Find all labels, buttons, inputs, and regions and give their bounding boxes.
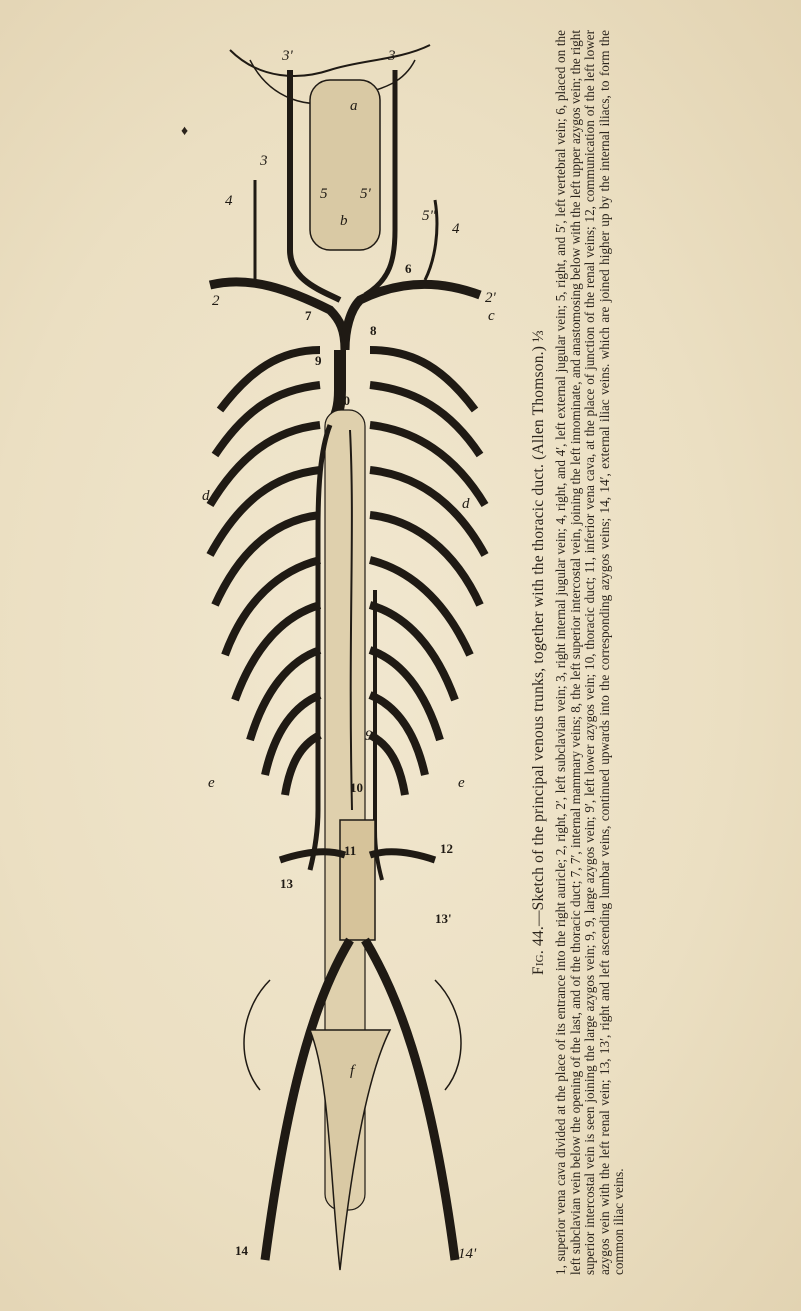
left-lower-azygos-vein <box>375 590 382 880</box>
label-4: 4 <box>225 193 233 209</box>
left-subclavian-innominate <box>345 284 480 350</box>
label-5-double-prime: 5" <box>422 208 436 224</box>
label-12: 12 <box>440 841 453 856</box>
label-a: a <box>350 98 358 114</box>
label-8: 8 <box>370 323 377 338</box>
label-c: c <box>488 308 495 324</box>
label-9: 9 <box>315 353 322 368</box>
label-11: 11 <box>344 843 357 858</box>
label-3: 3 <box>260 153 268 169</box>
label-d-right: d <box>462 496 470 512</box>
label-3-top: 3 <box>388 48 396 64</box>
label-14-prime: 14' <box>458 1246 477 1262</box>
margin-mark: ♦ <box>181 124 189 139</box>
label-5-prime: 5' <box>360 186 371 202</box>
label-f: f <box>350 1063 355 1079</box>
left-renal-vein <box>370 852 435 860</box>
label-4-prime: 4 <box>452 221 460 237</box>
left-ribs <box>370 350 485 795</box>
label-9-prime: 9' <box>365 728 376 744</box>
label-5: 5 <box>320 186 328 202</box>
label-10-bottom: 10 <box>350 780 363 795</box>
label-b: b <box>340 213 348 229</box>
label-e-left: e <box>208 775 215 791</box>
figure-title-text: —Sketch of the principal venous trunks, together with the thoracic duct. (Allen Thomson.) ⅓ <box>530 330 547 927</box>
inferior-vena-cava <box>340 820 375 940</box>
figure-legend: 1, superior vena cava divided at the place of its entrance into the right auricle; 2, right, 2′, left subclavian vein; 3, right internal jugular vein; 4, right, and 4′, left external jugular vein; 5, right, and 5′, left vertebral vein; 6, placed on the left subclavian vein below the opening of the last, and of the thoracic duct; 7, 7′, internal mammary veins; 8, the left superior intercostal vein, joining the left innominate, and anastomosing below with the left upper azygos vein; the right superior intercostal vein is seen joining the large azygos vein; 9, 9, large azygos vein; 9′, left lower azygos vein; 10, thoracic duct; 11, inferior vena cava, at the place of junction of the renal veins; 12, communication of the left lower azygos vein with the left renal vein; 13, 13′, right and left ascending lumbar veins, continued upwards into the corresponding azygos veins; 14, 14′, external iliac veins. which are joined higher up by the internal iliacs, to form the common iliac veins. <box>553 30 627 1275</box>
label-13: 13 <box>280 876 293 891</box>
label-2: 2 <box>212 293 220 309</box>
label-3-prime-top: 3' <box>282 48 293 64</box>
venous-trunks-illustration <box>190 30 510 1300</box>
label-14: 14 <box>235 1243 248 1258</box>
rotated-caption <box>528 30 698 1275</box>
skull-base-outline <box>230 45 430 76</box>
label-7: 7 <box>305 308 312 323</box>
label-e-right: e <box>458 775 465 791</box>
right-pelvis-outline <box>244 980 270 1090</box>
right-ribs <box>210 350 320 795</box>
label-d-left: d <box>202 488 210 504</box>
figure-title <box>528 30 550 1275</box>
label-10-top: 10 <box>337 393 350 408</box>
figure-number: Fig. 44. <box>530 926 547 975</box>
label-6: 6 <box>405 261 412 276</box>
figure-caption-area <box>528 30 698 1275</box>
label-2-prime: 2' <box>485 290 496 306</box>
left-pelvis-outline <box>435 980 461 1090</box>
label-13-prime: 13' <box>435 911 452 926</box>
